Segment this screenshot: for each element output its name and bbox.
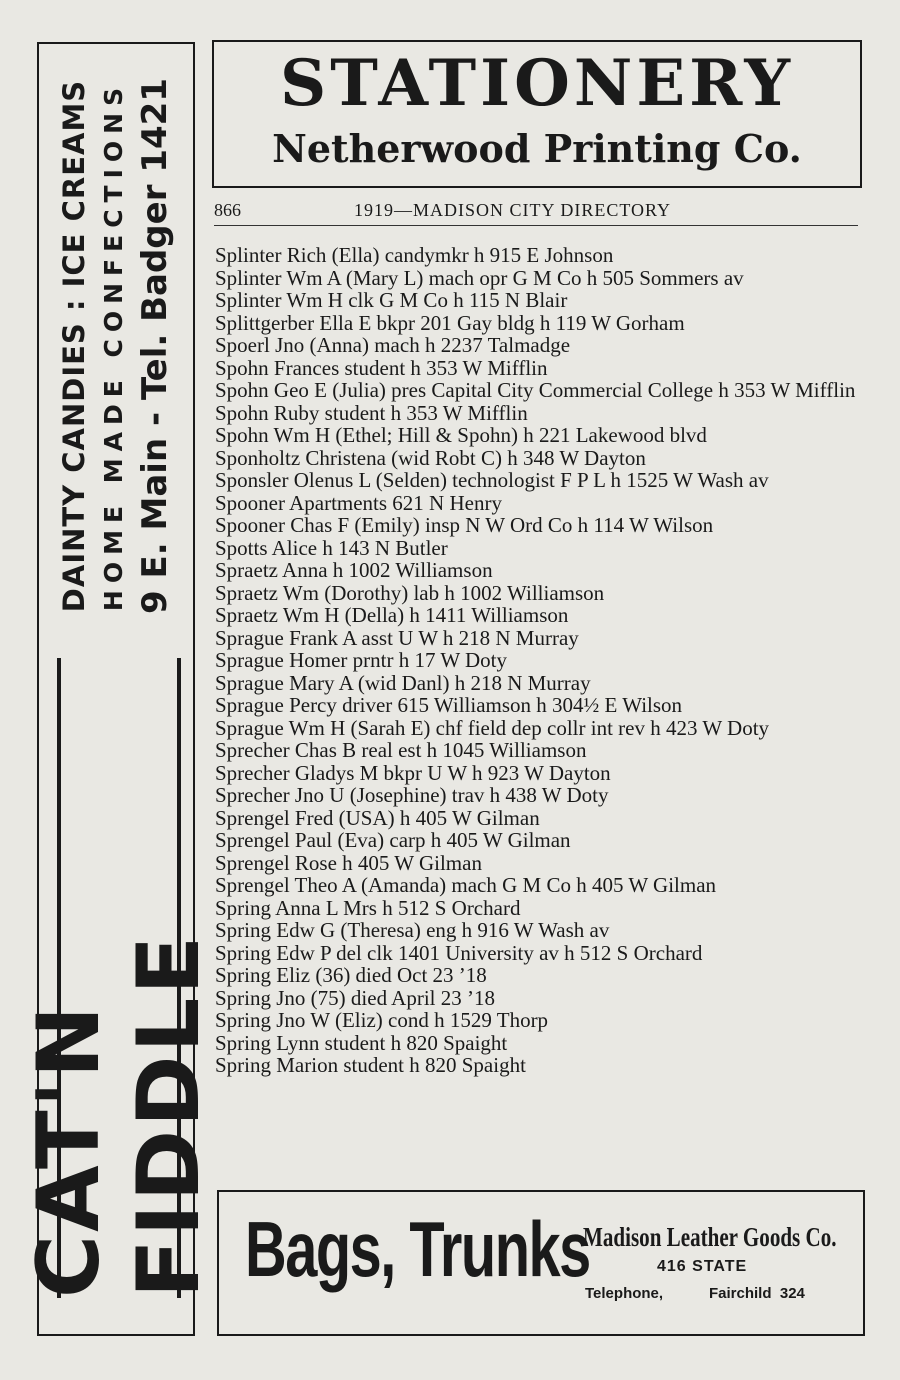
directory-entry: Spraetz Anna h 1002 Williamson [215,558,493,582]
top-ad-title: STATIONERY [280,46,794,121]
directory-entry: Spring Lynn student h 820 Spaight [215,1030,508,1055]
side-advertisement [19,42,219,1336]
directory-entry: Spraetz Wm H (Della) h 1411 Williamson [215,603,569,627]
directory-entry: Sprague Percy driver 615 Williamson h 304½ E Wilson [215,693,683,717]
directory-entry: Sprague Frank A asst U W h 218 N Murray [215,625,579,650]
side-ad-shop-name: CAT'N FIDDLE [57,658,181,1298]
directory-entry: Sprengel Rose h 405 W Gilman [215,850,482,875]
directory-entry: Spring Edw G (Theresa) eng h 916 W Wash av [215,918,610,942]
page-header [214,200,858,226]
top-ad-company: Netherwood Printing Co. [272,126,802,171]
directory-entry: Spohn Geo E (Julia) pres Capital City Commercial College h 353 W Mifflin [215,378,856,402]
bottom-advertisement [217,1190,865,1336]
side-ad-rotated-content [19,44,219,1338]
bottom-ad-telephone-label: Telephone, [585,1285,664,1302]
directory-entry: Sprecher Jno U (Josephine) trav h 438 W Doty [215,783,609,807]
directory-entry: Spring Jno W (Eliz) cond h 1529 Thorp [215,1008,549,1032]
directory-entry: Spohn Frances student h 353 W Mifflin [215,355,548,380]
directory-entry: Sprengel Fred (USA) h 405 W Gilman [215,805,540,830]
directory-entry: Sprengel Theo A (Amanda) mach G M Co h 405 W Gilman [215,873,717,897]
directory-entry: Sprague Mary A (wid Danl) h 218 N Murray [215,670,591,695]
directory-entry: Spooner Apartments 621 N Henry [215,490,502,515]
directory-entry: Spring Edw P del clk 1401 University av h 512 S Orchard [215,940,703,965]
directory-entry: Sponholtz Christena (wid Robt C) h 348 W Dayton [215,445,646,470]
directory-entry: Sprecher Gladys M bkpr U W h 923 W Dayton [215,760,611,785]
directory-entry: Sponsler Olenus L (Selden) technologist F P L h 1525 W Wash av [215,468,769,492]
directory-entry: Spring Jno (75) died April 23 ’18 [215,985,495,1010]
directory-listing [215,244,867,1077]
directory-entry: Spooner Chas F (Emily) insp N W Ord Co h 114 W Wilson [215,513,714,537]
directory-entry: Spring Marion student h 820 Spaight [215,1053,526,1077]
directory-entry: Sprague Homer prntr h 17 W Doty [215,648,508,672]
directory-entry: Sprague Wm H (Sarah E) chf field dep collr int rev h 423 W Doty [215,715,770,740]
directory-entry: Spoerl Jno (Anna) mach h 2237 Talmadge [215,333,571,357]
side-ad-line-confections: HOME MADE CONFECTIONS [99,80,128,612]
directory-entry: Splinter Wm A (Mary L) mach opr G M Co h 505 Sommers av [215,265,744,290]
page-number: 866 [214,200,241,220]
side-ad-line-address: 9 E. Main - Tel. Badger 1421 [135,78,175,614]
running-head: 1919—MADISON CITY DIRECTORY [354,200,672,220]
directory-entry: Spotts Alice h 143 N Butler [215,535,448,560]
directory-entry: Splinter Rich (Ella) candymkr h 915 E Johnson [215,243,614,267]
directory-entry: Spohn Wm H (Ethel; Hill & Spohn) h 221 Lakewood blvd [215,423,707,447]
directory-entry: Splittgerber Ella E bkpr 201 Gay bldg h 119 W Gorham [215,310,685,335]
bottom-ad-headline: Bags, Trunks [245,1205,590,1293]
directory-entry: Splinter Wm H clk G M Co h 115 N Blair [215,288,568,312]
directory-entry: Sprengel Paul (Eva) carp h 405 W Gilman [215,828,571,852]
bottom-ad-address: 416 STATE [657,1258,748,1275]
side-ad-details [49,76,189,616]
directory-entry: Spohn Ruby student h 353 W Mifflin [215,400,528,425]
side-ad-line-candies: DAINTY CANDIES : ICE CREAMS [57,79,91,613]
top-advertisement [212,40,862,188]
directory-entry: Spring Eliz (36) died Oct 23 ’18 [215,963,487,987]
bottom-ad-telephone-number: Fairchild 324 [709,1285,805,1302]
directory-entry: Spring Anna L Mrs h 512 S Orchard [215,895,521,920]
directory-entry: Spraetz Wm (Dorothy) lab h 1002 Williamson [215,580,605,605]
directory-entry: Sprecher Chas B real est h 1045 Williamson [215,738,587,762]
bottom-ad-company: Madison Leather Goods Co. [583,1222,837,1252]
